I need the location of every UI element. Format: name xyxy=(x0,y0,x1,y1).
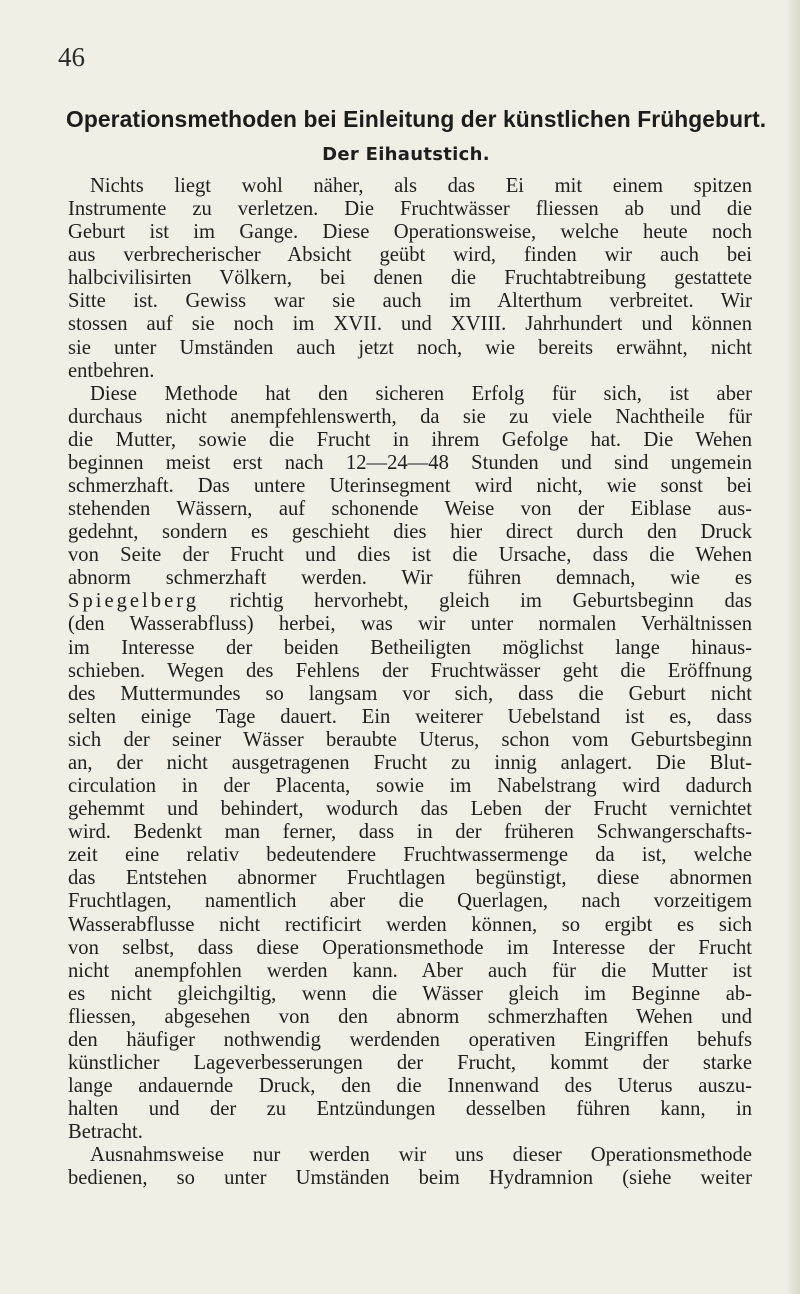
text-line: an, der nicht ausgetragenen Frucht zu innig anlagert. Die Blut- xyxy=(68,751,752,774)
text-line: den häufiger nothwendig werdenden operativen Eingriffen behufs xyxy=(68,1028,752,1051)
text-line: bedienen, so unter Umständen beim Hydramnion (siehe weiter xyxy=(68,1167,752,1190)
text-line: sie unter Umständen auch jetzt noch, wie bereits erwähnt, nicht xyxy=(68,336,752,359)
text-line: gehemmt und behindert, wodurch das Leben der Frucht vernichtet xyxy=(68,798,752,821)
text-line: von Seite der Frucht und dies ist die Ursache, dass die Wehen xyxy=(68,544,752,567)
text-line: Wasserabflusse nicht rectificirt werden können, so ergibt es sich xyxy=(68,913,752,936)
text-line: Fruchtlagen, namentlich aber die Querlagen, nach vorzeitigem xyxy=(68,890,752,913)
page-number: 46 xyxy=(58,42,85,72)
text-line: halten und der zu Entzündungen desselben führen kann, in xyxy=(68,1098,752,1121)
running-head: Operationsmethoden bei Einleitung der künstlichen Frühgeburt. xyxy=(66,106,767,132)
page-edge-shadow xyxy=(786,0,800,1294)
text-line: im Interesse der beiden Betheiligten möglichst lange hinaus- xyxy=(68,636,752,659)
text-line: stossen auf sie noch im XVII. und XVIII. Jahrhundert und können xyxy=(68,313,752,336)
text-line: Betracht. xyxy=(68,1121,143,1144)
text-line: durchaus nicht anempfehlenswerth, da sie zu viele Nachtheile für xyxy=(68,405,752,428)
body-text xyxy=(68,175,752,1190)
text-line: Spiegelberg richtig hervorhebt, gleich im Geburtsbeginn das xyxy=(68,590,752,613)
text-line: aus verbrecherischer Absicht geübt wird, finden wir auch bei xyxy=(68,244,752,267)
text-line: sich der seiner Wässer beraubte Uterus, schon vom Geburtsbeginn xyxy=(68,728,752,751)
text-line: Sitte ist. Gewiss war sie auch im Alterthum verbreitet. Wir xyxy=(68,290,752,313)
text-line: abnorm schmerzhaft werden. Wir führen demnach, wie es xyxy=(68,567,752,590)
text-line: wird. Bedenkt man ferner, dass in der früheren Schwangerschafts- xyxy=(68,821,752,844)
text-line: entbehren. xyxy=(68,359,155,382)
text-line: des Muttermundes so langsam vor sich, dass die Geburt nicht xyxy=(68,682,752,705)
text-line: künstlicher Lageverbesserungen der Frucht, kommt der starke xyxy=(68,1051,752,1074)
text-line: Diese Methode hat den sicheren Erfolg für sich, ist aber xyxy=(90,382,752,405)
text-line: fliessen, abgesehen von den abnorm schmerzhaften Wehen und xyxy=(68,1005,752,1028)
text-line: selten einige Tage dauert. Ein weiterer Uebelstand ist es, dass xyxy=(68,705,752,728)
text-line: von selbst, dass diese Operationsmethode im Interesse der Frucht xyxy=(68,936,752,959)
text-line: schmerzhaft. Das untere Uterinsegment wird nicht, wie sonst bei xyxy=(68,475,752,498)
text-line: schieben. Wegen des Fehlens der Fruchtwässer geht die Eröffnung xyxy=(68,659,752,682)
text-line: das Entstehen abnormer Fruchtlagen begünstigt, diese abnormen xyxy=(68,867,752,890)
text-line: Geburt ist im Gange. Diese Operationsweise, welche heute noch xyxy=(68,221,752,244)
text-line: beginnen meist erst nach 12—24—48 Stunden und sind ungemein xyxy=(68,451,752,474)
text-line: Nichts liegt wohl näher, als das Ei mit einem spitzen xyxy=(90,175,752,197)
spaced-author-name: Spiegelberg xyxy=(68,590,199,613)
text-line: lange andauernde Druck, den die Innenwand des Uterus auszu- xyxy=(68,1075,752,1098)
text-line: Instrumente zu verletzen. Die Fruchtwässer fliessen ab und die xyxy=(68,198,752,221)
text-line: die Mutter, sowie die Frucht in ihrem Gefolge hat. Die Wehen xyxy=(68,428,752,451)
text-line: circulation in der Placenta, sowie im Nabelstrang wird dadurch xyxy=(68,775,752,798)
text-line: zeit eine relativ bedeutendere Fruchtwassermenge da ist, welche xyxy=(68,844,752,867)
text-line: gedehnt, sondern es geschieht dies hier direct durch den Druck xyxy=(68,521,752,544)
text-line: nicht anempfohlen werden kann. Aber auch für die Mutter ist xyxy=(68,959,752,982)
text-line: halbcivilisirten Völkern, bei denen die Fruchtabtreibung gestattete xyxy=(68,267,752,290)
text-line: stehenden Wässern, auf schonende Weise von der Eiblase aus- xyxy=(68,498,752,521)
text-line: (den Wasserabfluss) herbei, was wir unter normalen Verhältnissen xyxy=(68,613,752,636)
section-title: Der Eihautstich. xyxy=(322,144,490,165)
text-line: Ausnahmsweise nur werden wir uns dieser Operationsmethode xyxy=(90,1144,752,1167)
text-line: es nicht gleichgiltig, wenn die Wässer gleich im Beginne ab- xyxy=(68,982,752,1005)
